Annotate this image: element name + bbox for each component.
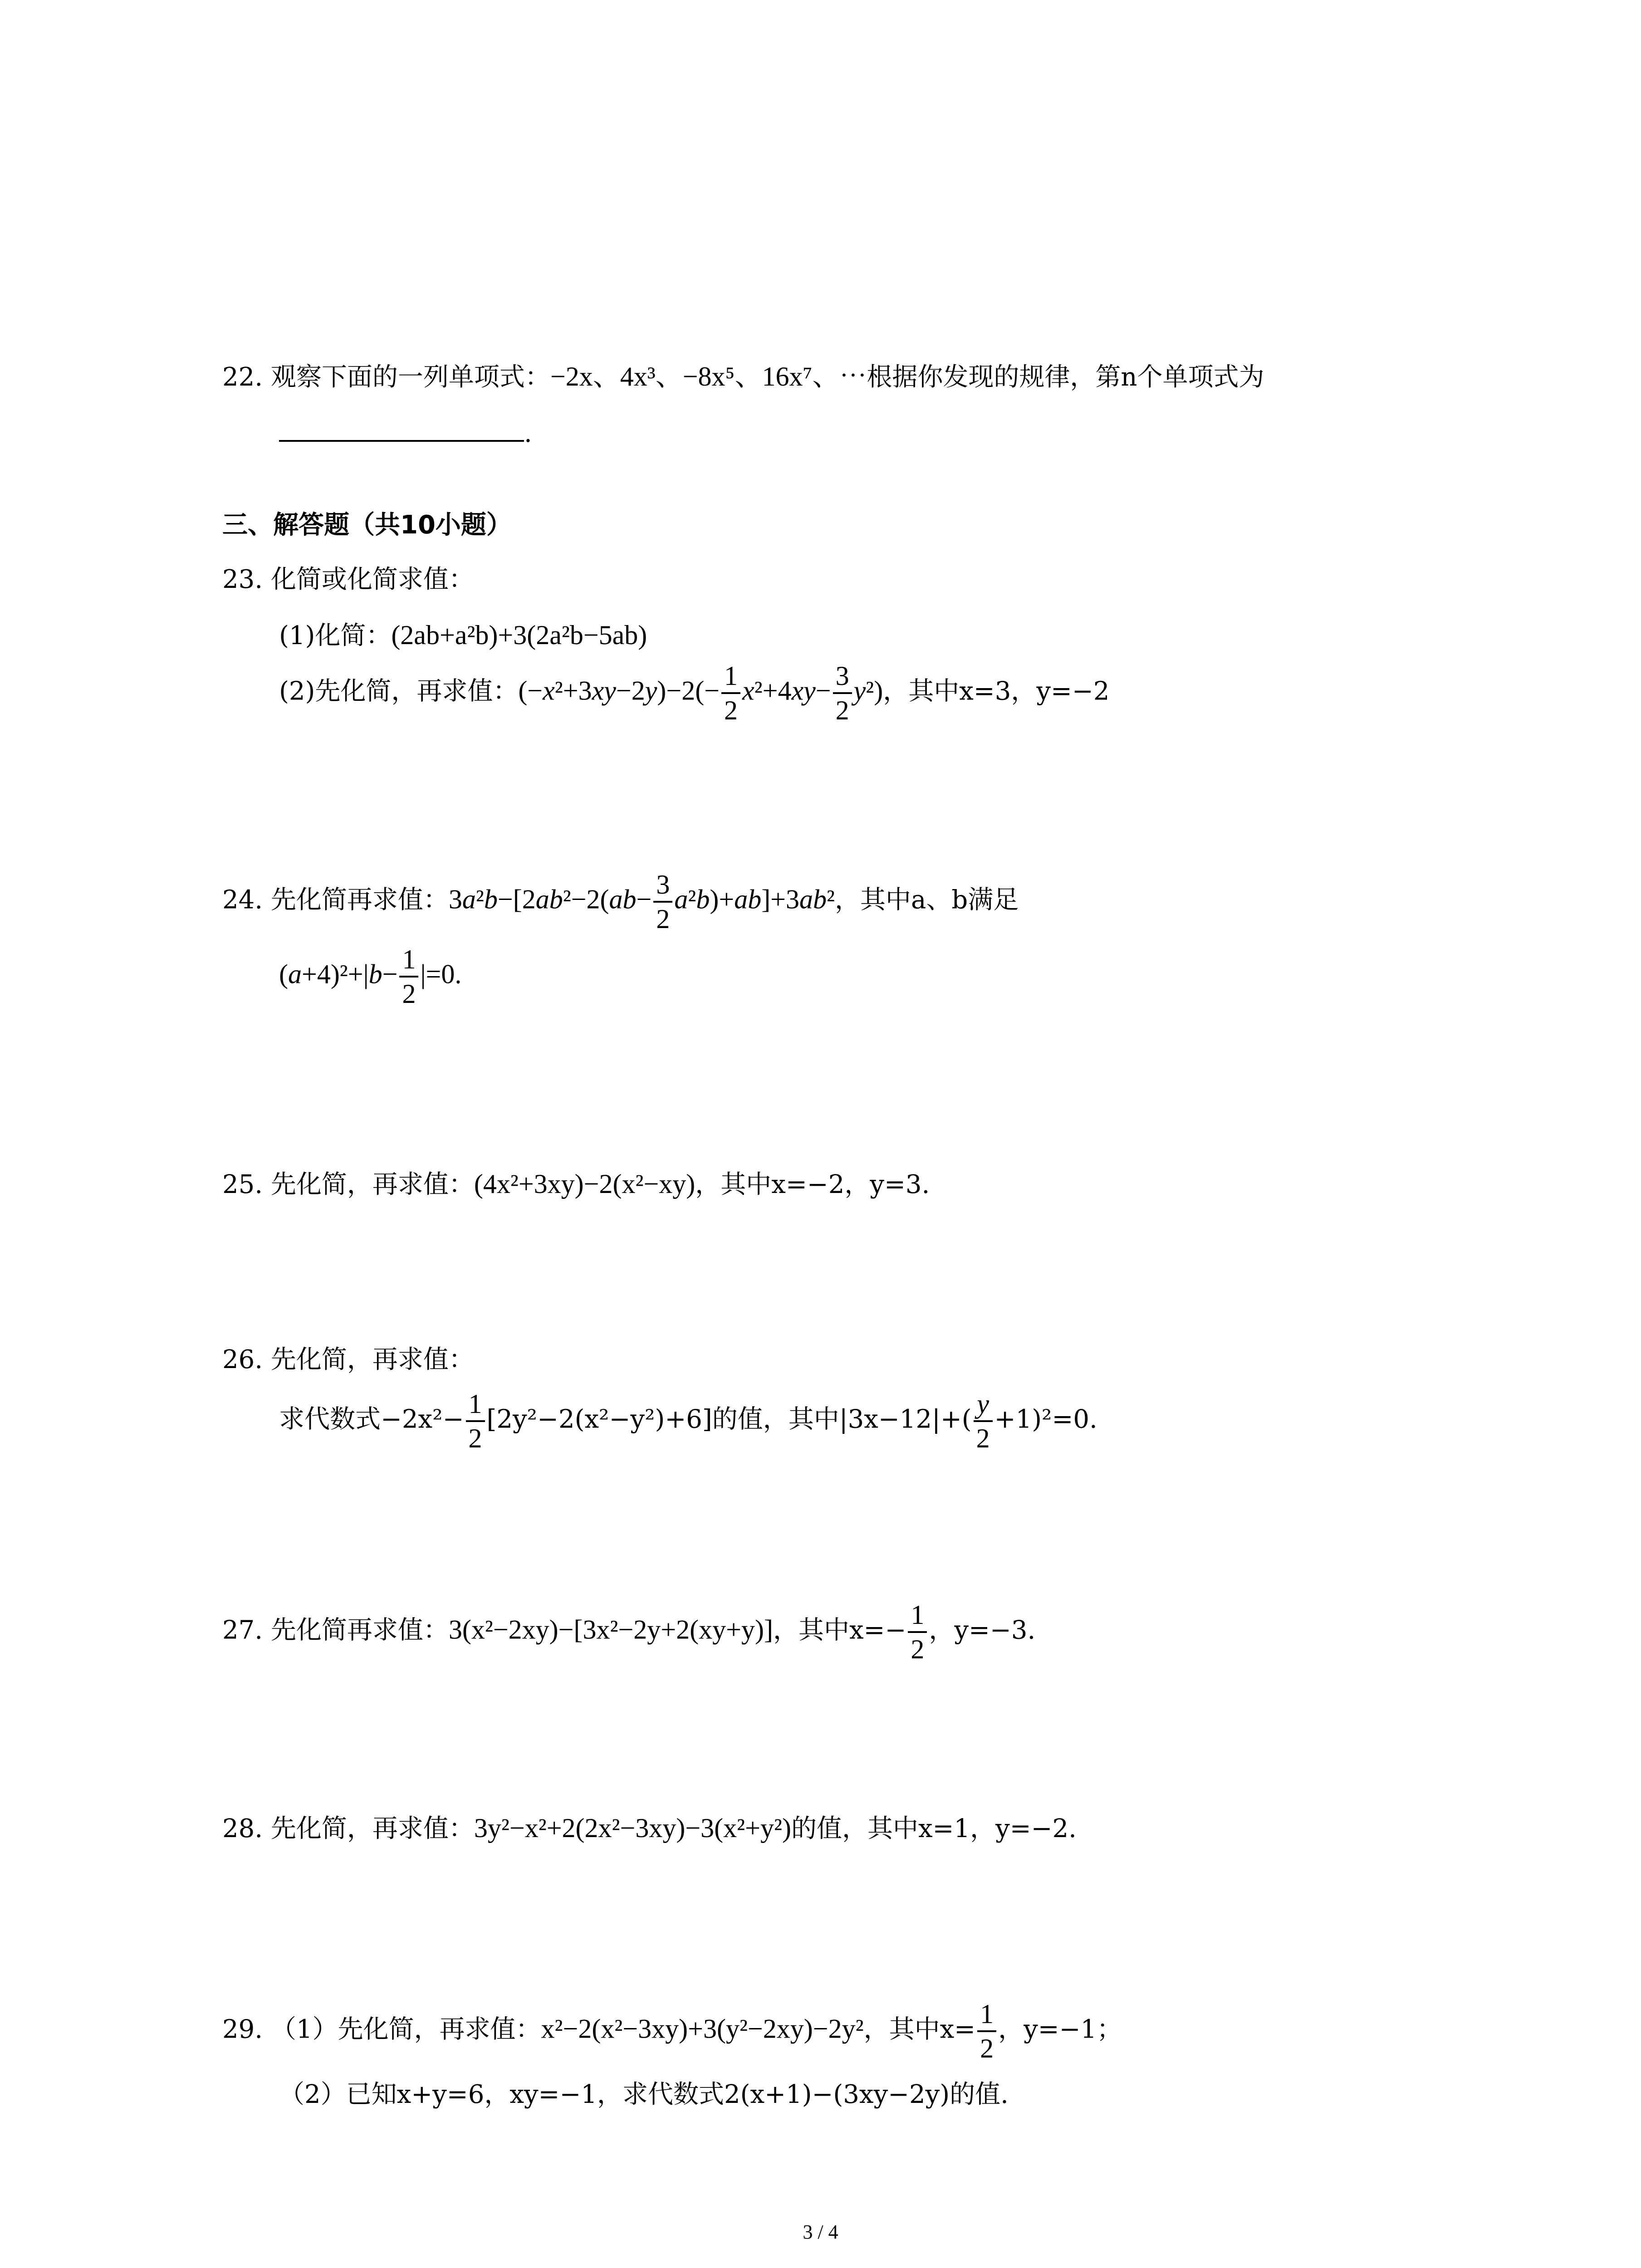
question-27 [222, 1601, 1035, 1663]
question-22 [222, 363, 1264, 390]
expression: (4x²+3xy)−2(x²−xy) [474, 1169, 696, 1199]
condition: ，其中x=− [773, 1615, 906, 1645]
condition: ，其中x=−2，y=3. [695, 1170, 930, 1199]
expression: x²−2(x²−3xy)+3(y²−2xy)−2y² [541, 2014, 864, 2044]
sentence-end: . [524, 419, 532, 448]
condition: 的值，其中x=1，y=−2. [791, 1814, 1077, 1843]
fraction-y-half: $\frac{y}{2}$ [974, 1390, 993, 1452]
part-text: x+y=6，xy=−1，求代数式2(x+1)−(3xy−2y)的值. [397, 2080, 1009, 2109]
expression-tail: +1)²=0. [994, 1404, 1097, 1434]
question-label: 先化简再求值： [270, 885, 449, 915]
fraction-one-half: $\frac{1}{2}$ [908, 1601, 927, 1663]
question-28 [222, 1814, 1077, 1842]
question-number: 25. [222, 1170, 263, 1199]
question-number: 23. [222, 565, 263, 594]
q23-part1 [279, 621, 647, 649]
question-number: 24. [222, 885, 263, 915]
question-number: 22. [222, 362, 263, 392]
question-label: 先化简，再求值： [270, 1814, 474, 1843]
question-label: 先化简，再求值： [270, 1345, 474, 1374]
expression: 3(x²−2xy)−[3x²−2y+2(xy+y)] [448, 1614, 773, 1645]
expression: 3y²−x²+2(2x²−3xy)−3(x²+y²) [474, 1813, 791, 1843]
q26-body [279, 1390, 1097, 1452]
question-label: 先化简再求值： [270, 1615, 449, 1645]
q29-part2 [279, 2082, 1009, 2107]
condition: ，其中a、b满足 [835, 885, 1019, 915]
part-label: (1)化简： [279, 621, 392, 650]
question-title: 化简或化简求值： [270, 565, 474, 594]
question-24: 24. 先化简再求值：3a²b−[2ab²−2(ab− $\frac{3}{2}$ a²b)+ab]+3ab²，其中a、b满足 [222, 870, 1019, 934]
question-number: 28. [222, 1814, 263, 1843]
expression-prefix: 求代数式−2x²− [279, 1404, 464, 1434]
condition-end: |=0. [420, 959, 462, 989]
question-number: 29. [222, 2014, 263, 2044]
answer-line-22 [279, 417, 532, 446]
expression-middle: [2y²−2(x²−y²)+6]的值，其中|3x−12|+( [486, 1404, 972, 1434]
fraction-three-halves: $\frac{3}{2}$ [833, 662, 852, 724]
fraction-one-half: $\frac{1}{2}$ [399, 946, 418, 1007]
question-23 [222, 567, 474, 592]
part-label: （1）先化简，再求值： [270, 2014, 541, 2044]
condition: ，其中x= [863, 2014, 976, 2044]
part-label: (2)先化简，再求值： [279, 676, 519, 706]
question-29 [222, 2000, 1122, 2062]
question-label: 先化简，再求值： [270, 1170, 474, 1199]
question-number: 27. [222, 1615, 263, 1645]
part-label: （2）已知 [279, 2080, 397, 2109]
fraction-one-half: $\frac{1}{2}$ [977, 2000, 996, 2062]
condition-tail: ，y=−1； [998, 2014, 1122, 2044]
question-26 [222, 1347, 474, 1373]
question-number: 26. [222, 1345, 263, 1374]
section-title: 三、解答题（共10小题） [222, 510, 512, 540]
page-number: 3 / 4 [803, 2221, 838, 2243]
question-rule: 根据你发现的规律，第n个单项式为 [867, 362, 1264, 392]
expression: (2ab+a²b)+3(2a²b−5ab) [391, 620, 647, 650]
condition: ，其中x=3，y=−2 [883, 676, 1110, 706]
question-25 [222, 1170, 930, 1198]
fraction-one-half: $\frac{1}{2}$ [466, 1390, 485, 1452]
q24-condition-line: (a+4)²+|b− $\frac{1}{2}$ |=0. [279, 944, 462, 1009]
fraction-one-half: $\frac{1}{2}$ [721, 662, 740, 724]
q23-part2: (2)先化简，再求值：(−x²+3xy−2y)−2(− $\frac{1}{2}$ x²+4xy− $\frac{3}{2}$ y²)，其中x=3，y=−2 [279, 661, 1110, 725]
condition-tail: ，y=−3. [929, 1615, 1036, 1645]
fraction-three-halves: $\frac{3}{2}$ [653, 871, 672, 933]
answer-blank[interactable] [279, 417, 524, 442]
question-text: 观察下面的一列单项式： [270, 362, 550, 392]
monomial-series: −2x、4x³、−8x⁵、16x⁷、⋯ [550, 362, 867, 391]
